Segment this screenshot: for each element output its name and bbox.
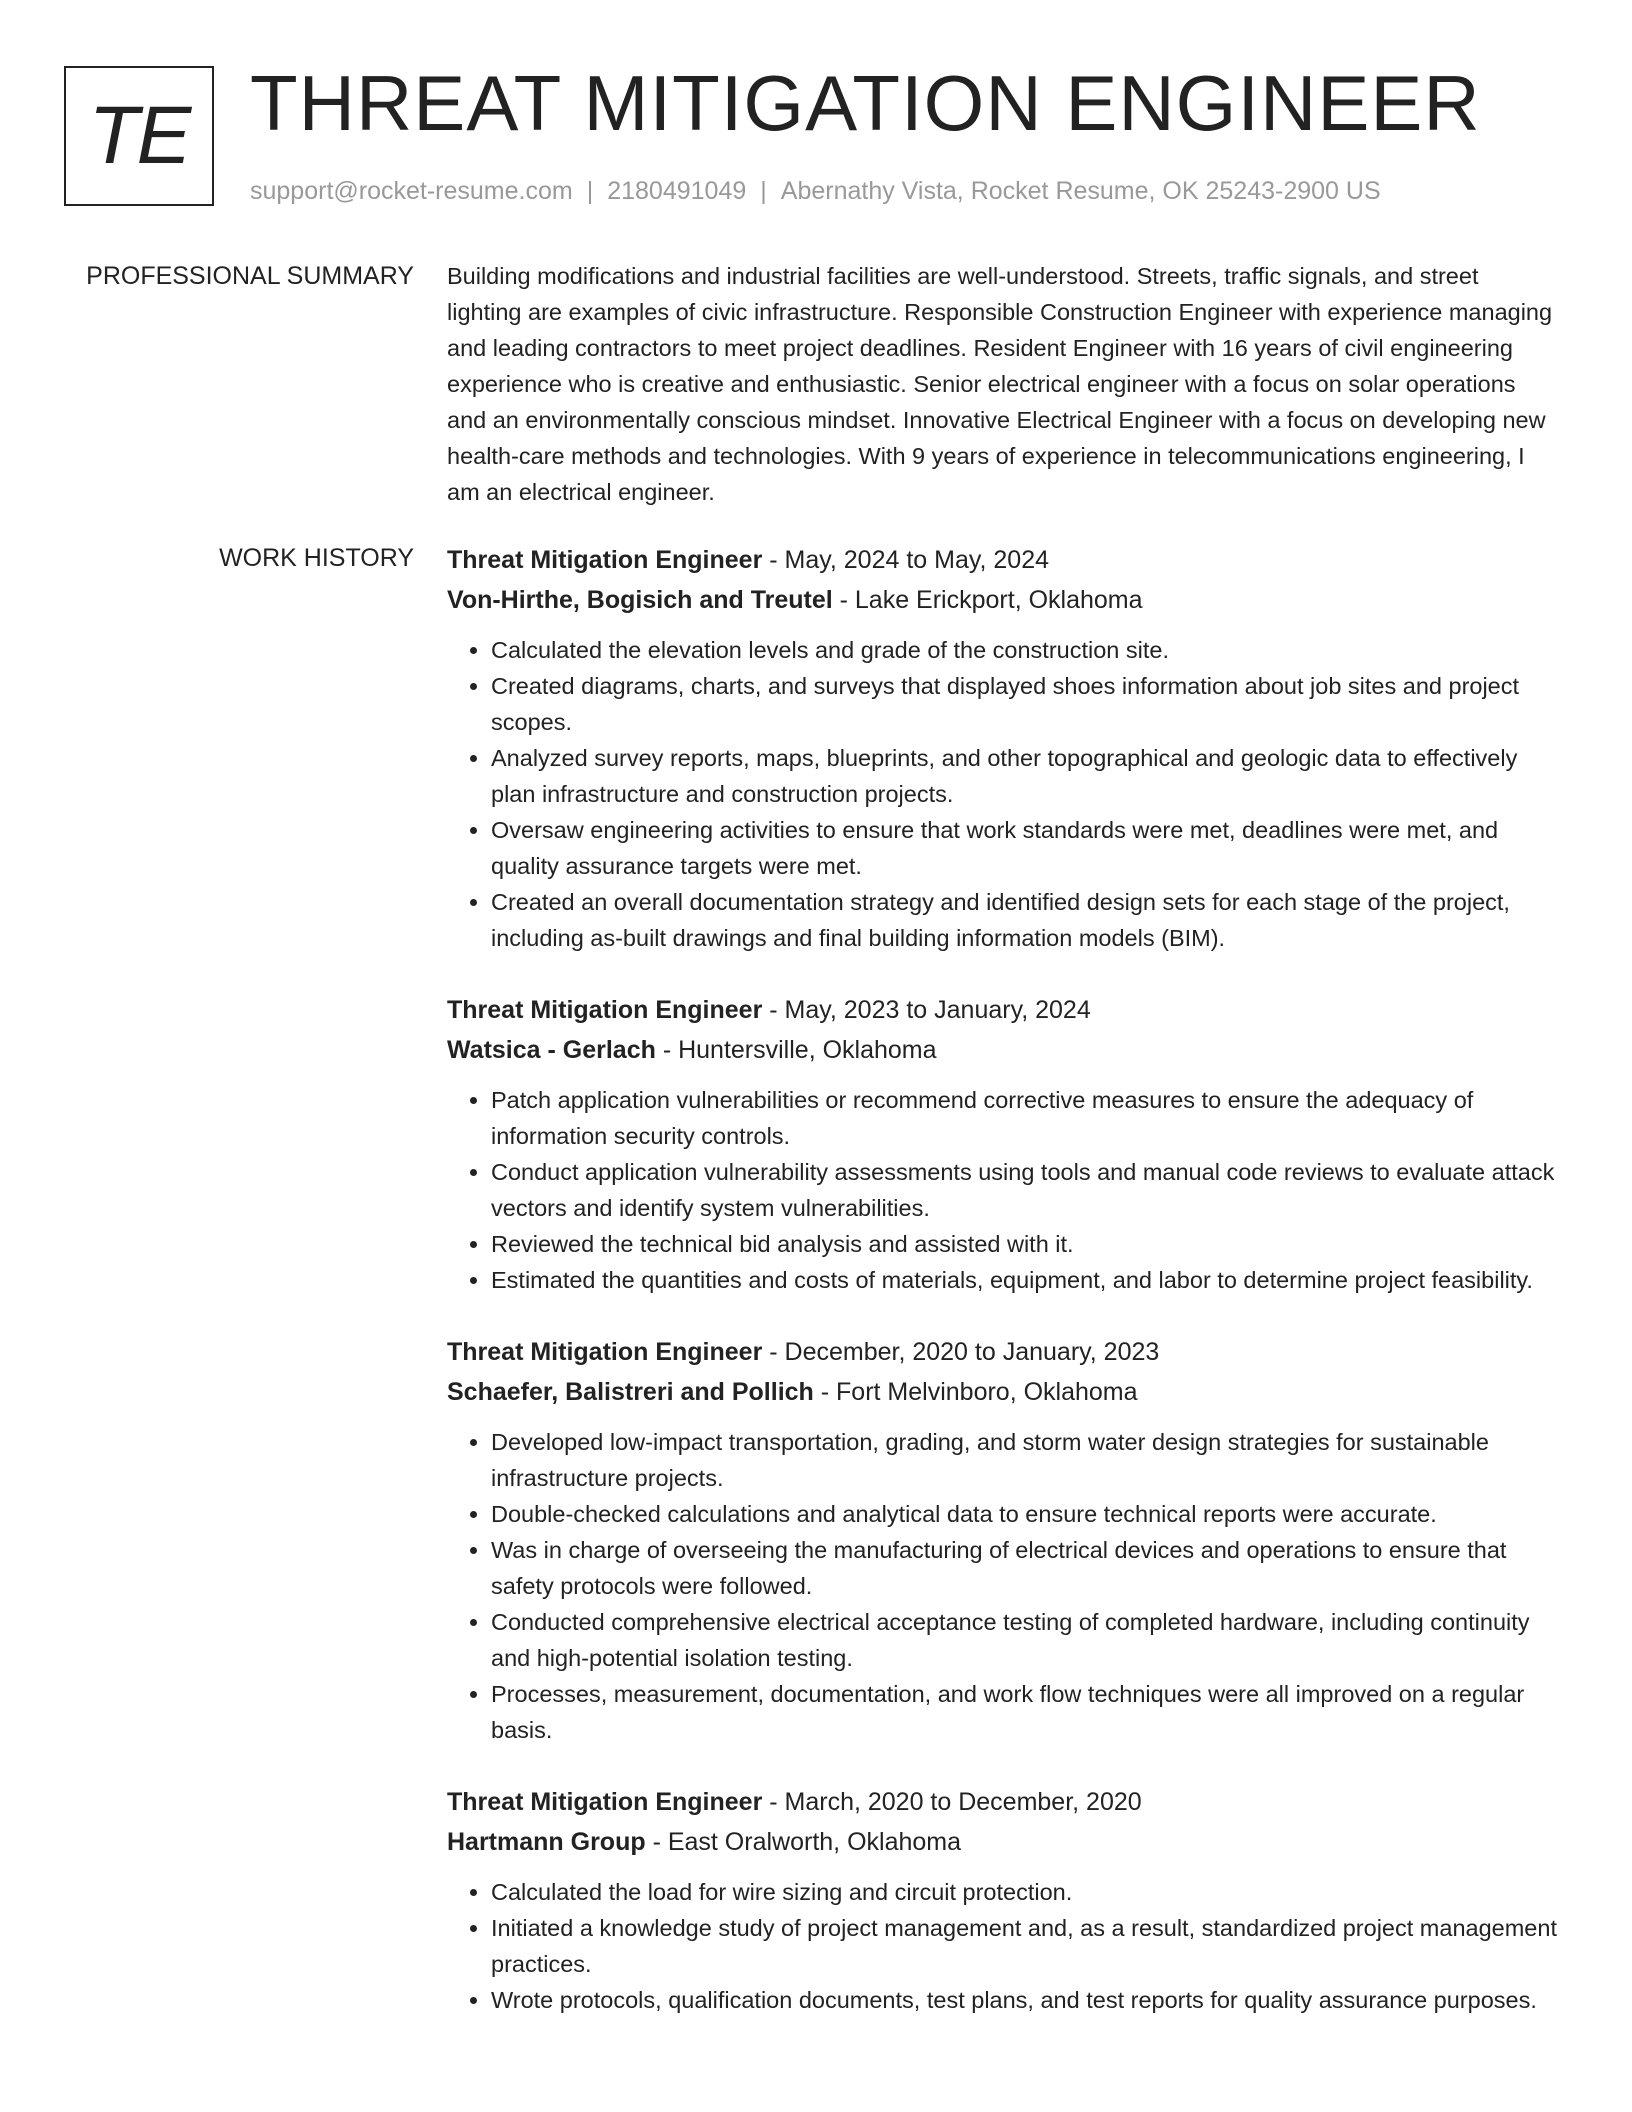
summary-body <box>447 258 1557 510</box>
job-bullet: • Wrote protocols, qualification documents, test plans, and test reports for quality assurance purposes. <box>491 1982 1557 2018</box>
job-company-line <box>447 1822 1557 1862</box>
work-history-body <box>447 540 1557 2052</box>
job-title-line <box>447 990 1557 1030</box>
job-bullets <box>447 632 1557 956</box>
contact-line <box>250 174 1381 208</box>
job-location: - East Oralworth, Oklahoma <box>645 1828 962 1856</box>
candidate-title: THREAT MITIGATION ENGINEER <box>250 59 1481 147</box>
job-entry <box>447 540 1557 956</box>
job-bullets <box>447 1082 1557 1298</box>
job-bullet: • Initiated a knowledge study of project management and, as a result, standardized project management practices. <box>491 1910 1557 1982</box>
job-bullet: • Calculated the elevation levels and grade of the construction site. <box>491 632 1557 668</box>
job-company: Von-Hirthe, Bogisich and Treutel <box>447 586 833 614</box>
job-dates: - May, 2024 to May, 2024 <box>762 546 1050 574</box>
contact-separator: | <box>760 177 767 205</box>
job-entry <box>447 1782 1557 2018</box>
job-dates: - May, 2023 to January, 2024 <box>762 996 1091 1024</box>
job-bullet: • Developed low-impact transportation, grading, and storm water design strategies for sustainable infrastructure projects. <box>491 1424 1557 1496</box>
job-title: Threat Mitigation Engineer <box>447 996 763 1024</box>
contact-phone: 2180491049 <box>607 177 747 205</box>
job-bullets <box>447 1424 1557 1748</box>
work-history-heading: WORK HISTORY <box>219 544 414 572</box>
job-bullets <box>447 1874 1557 2018</box>
summary-text: Building modifications and industrial facilities are well-understood. Streets, traffic signals, and street lighting are examples of civic infrastructure. Responsible Construction Engineer with experience managing and leading contractors to meet project deadlines. Resident Engineer with 16 years of civil engineering experience who is creative and enthusiastic. Senior electrical engineer with a focus on solar operations and an environmentally conscious mindset. Innovative Electrical Engineer with a focus on developing new health-care methods and technologies. With 9 years of experience in telecommunications engineering, I am an electrical engineer. <box>447 263 1553 505</box>
job-entry <box>447 1332 1557 1748</box>
job-location: - Fort Melvinboro, Oklahoma <box>813 1378 1138 1406</box>
job-location: - Lake Erickport, Oklahoma <box>832 586 1143 614</box>
job-company-line <box>447 1372 1557 1412</box>
monogram: TE <box>64 66 214 206</box>
summary-heading: PROFESSIONAL SUMMARY <box>86 262 414 290</box>
job-bullet: • Created diagrams, charts, and surveys that displayed shoes information about job sites and project scopes. <box>491 668 1557 740</box>
job-bullet: • Conducted comprehensive electrical acceptance testing of completed hardware, including continuity and high-potential isolation testing. <box>491 1604 1557 1676</box>
job-bullet: • Created an overall documentation strategy and identified design sets for each stage of the project, including as-built drawings and final building information models (BIM). <box>491 884 1557 956</box>
job-company: Schaefer, Balistreri and Pollich <box>447 1378 814 1406</box>
job-entry <box>447 990 1557 1298</box>
job-bullet: • Was in charge of overseeing the manufacturing of electrical devices and operations to ensure that safety protocols were followed. <box>491 1532 1557 1604</box>
job-title-line <box>447 540 1557 580</box>
job-title: Threat Mitigation Engineer <box>447 1338 763 1366</box>
job-bullet: • Reviewed the technical bid analysis and assisted with it. <box>491 1226 1557 1262</box>
job-company: Watsica - Gerlach <box>447 1036 656 1064</box>
job-bullet: • Analyzed survey reports, maps, blueprints, and other topographical and geologic data to effectively plan infrastructure and construction projects. <box>491 740 1557 812</box>
job-title: Threat Mitigation Engineer <box>447 1788 763 1816</box>
job-bullet: • Double-checked calculations and analytical data to ensure technical reports were accurate. <box>491 1496 1557 1532</box>
job-bullet: • Calculated the load for wire sizing and circuit protection. <box>491 1874 1557 1910</box>
job-title: Threat Mitigation Engineer <box>447 546 763 574</box>
job-company-line <box>447 1030 1557 1070</box>
job-bullet: • Patch application vulnerabilities or recommend corrective measures to ensure the adequacy of information security controls. <box>491 1082 1557 1154</box>
job-title-line <box>447 1782 1557 1822</box>
job-bullet: • Conduct application vulnerability assessments using tools and manual code reviews to evaluate attack vectors and identify system vulnerabilities. <box>491 1154 1557 1226</box>
job-company-line <box>447 580 1557 620</box>
job-title-line <box>447 1332 1557 1372</box>
job-location: - Huntersville, Oklahoma <box>655 1036 937 1064</box>
job-company: Hartmann Group <box>447 1828 646 1856</box>
contact-separator: | <box>586 177 594 205</box>
job-bullet: • Processes, measurement, documentation, and work flow techniques were all improved on a regular basis. <box>491 1676 1557 1748</box>
job-dates: - December, 2020 to January, 2023 <box>762 1338 1160 1366</box>
job-dates: - March, 2020 to December, 2020 <box>762 1788 1142 1816</box>
contact-email: support@rocket-resume.com <box>250 177 573 205</box>
contact-address: Abernathy Vista, Rocket Resume, OK 25243-2900 US <box>780 177 1381 205</box>
job-bullet: • Estimated the quantities and costs of materials, equipment, and labor to determine project feasibility. <box>491 1262 1557 1298</box>
job-bullet: • Oversaw engineering activities to ensure that work standards were met, deadlines were met, and quality assurance targets were met. <box>491 812 1557 884</box>
